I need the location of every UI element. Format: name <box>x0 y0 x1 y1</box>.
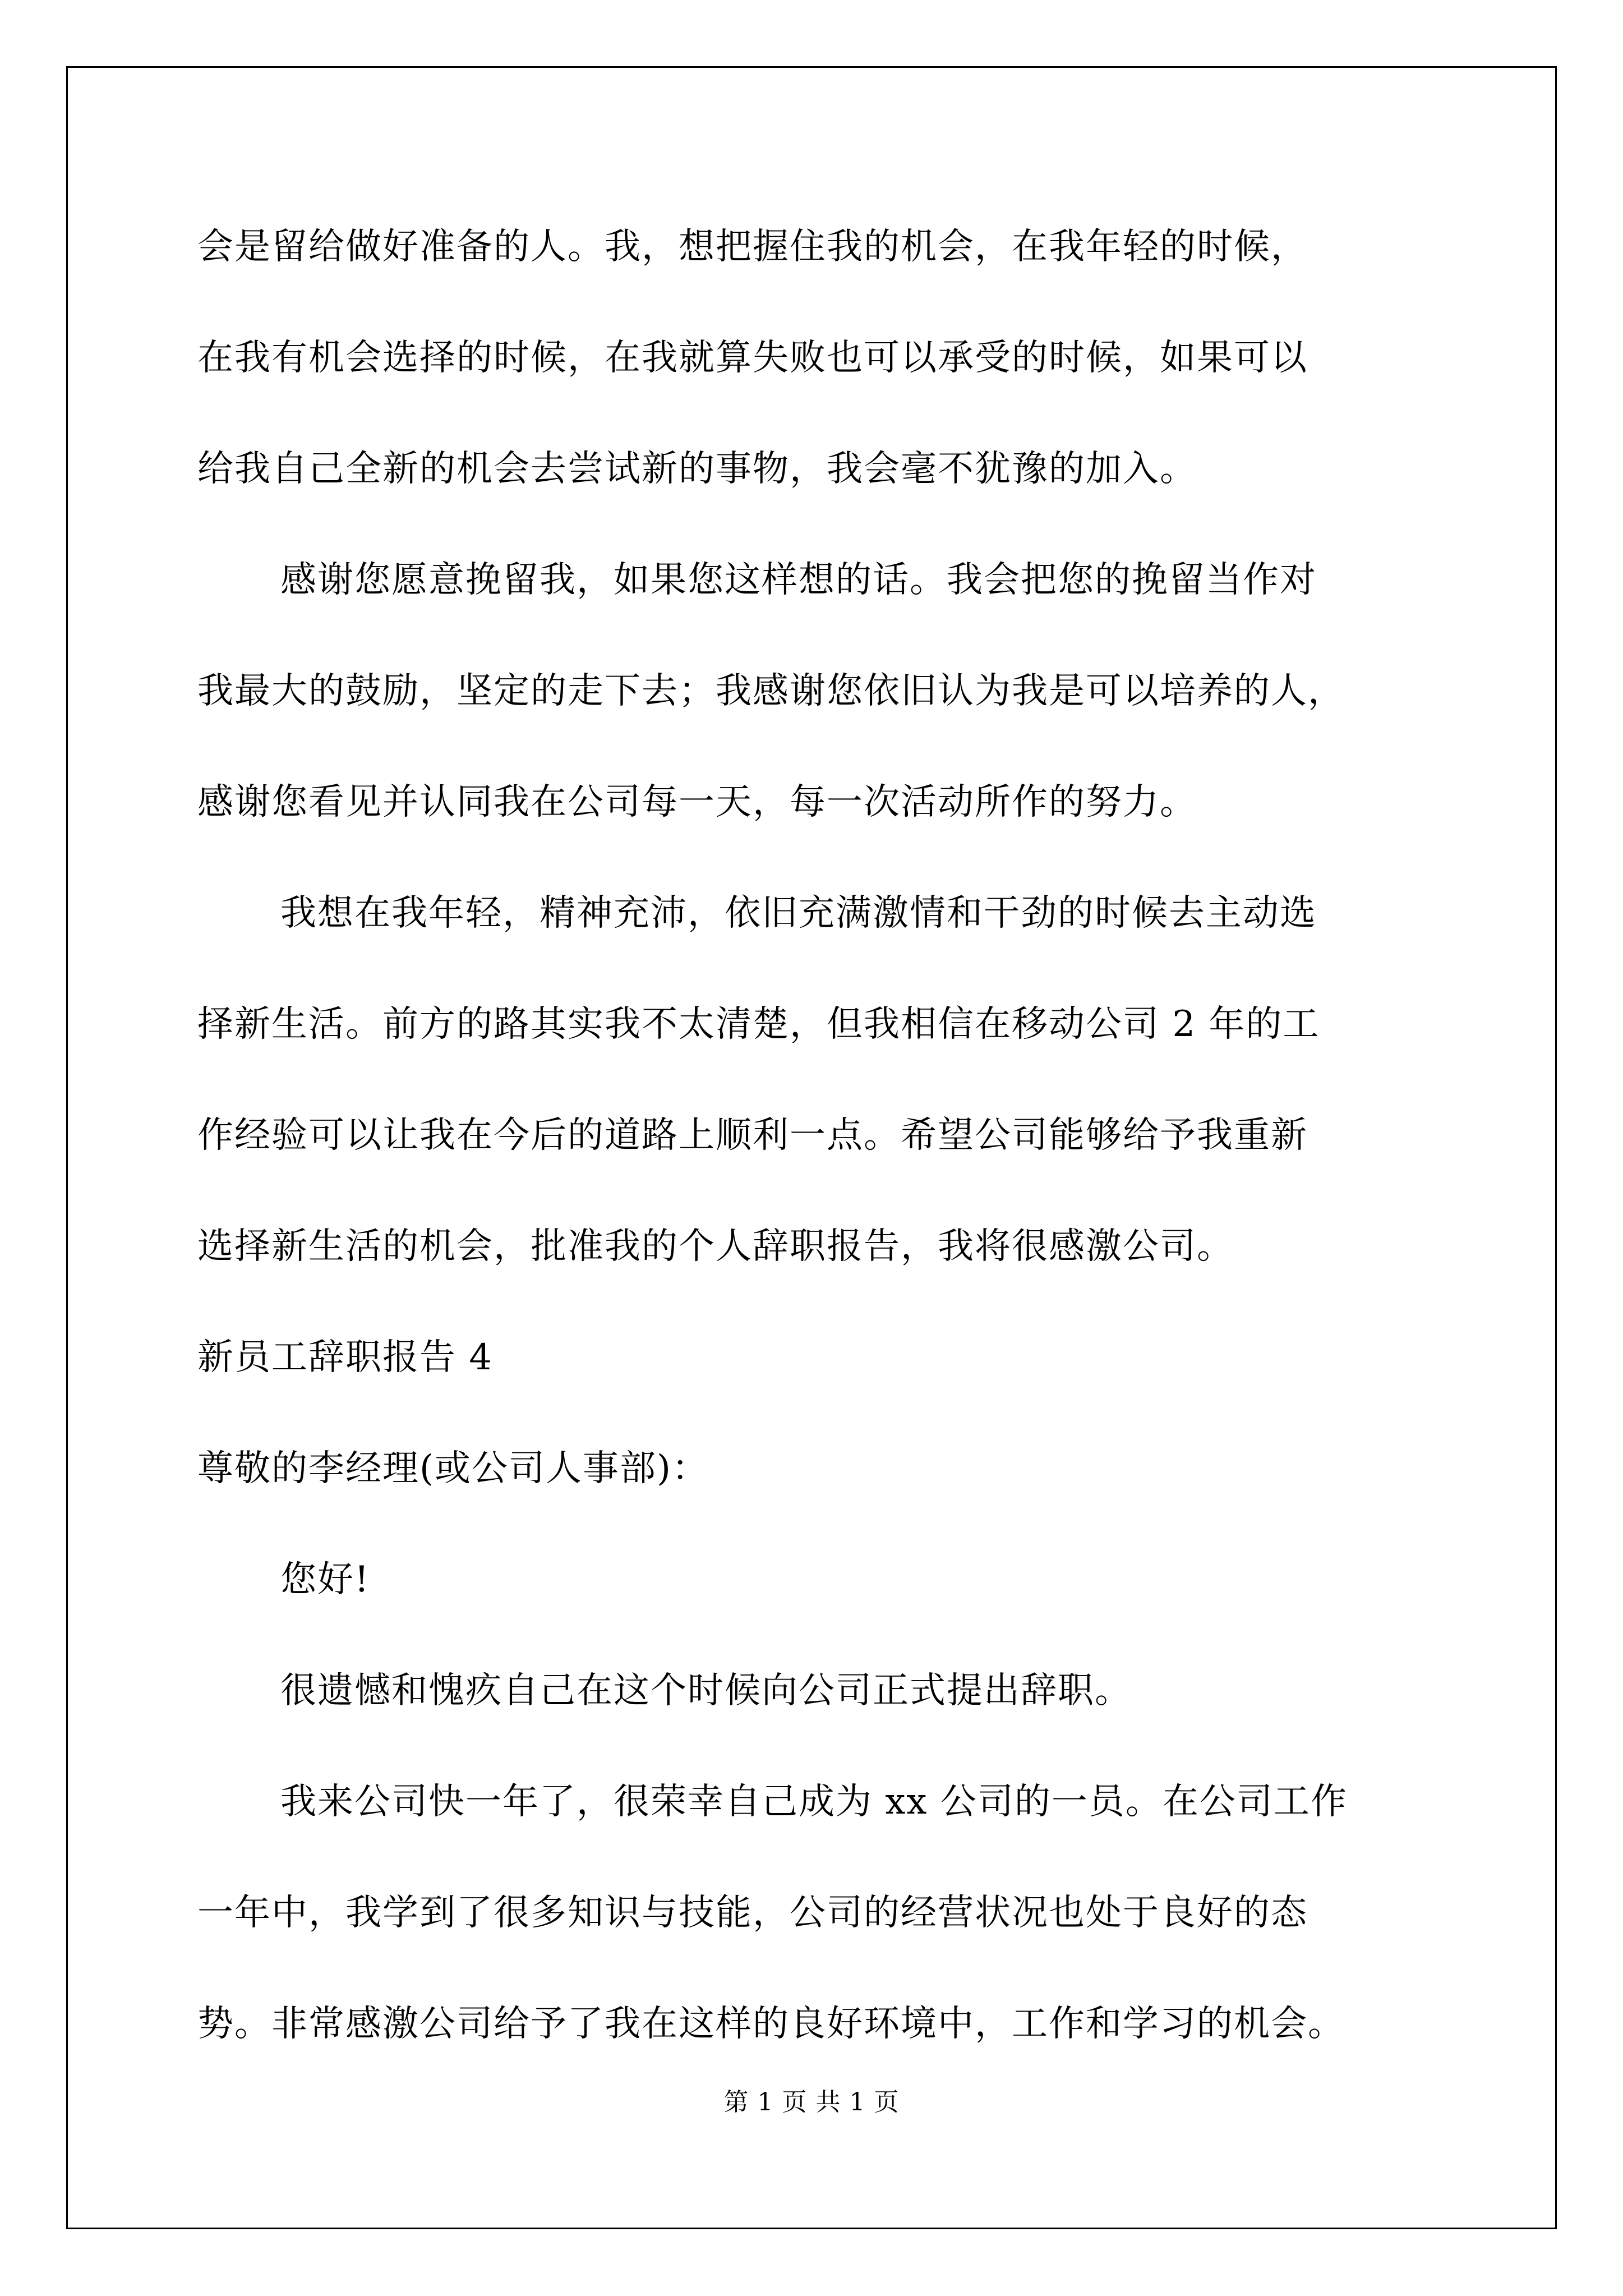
text-line: 我想在我年轻，精神充沛，依旧充满激情和干劲的时候去主动选 <box>280 892 1317 934</box>
salutation: 尊敬的李经理(或公司人事部)： <box>197 1448 709 1489</box>
text-line: 择新生活。前方的路其实我不太清楚，但我相信在移动公司 2 年的工 <box>197 1004 1320 1045</box>
text-line: 作经验可以让我在今后的道路上顺利一点。希望公司能够给予我重新 <box>197 1115 1308 1156</box>
text-line: 一年中，我学到了很多知识与技能，公司的经营状况也处于良好的态 <box>197 1892 1308 1934</box>
text-line: 我最大的鼓励，坚定的走下去；我感谢您依旧认为我是可以培养的人， <box>197 670 1345 712</box>
text-line: 我来公司快一年了，很荣幸自己成为 xx 公司的一员。在公司工作 <box>280 1781 1348 1823</box>
greeting: 您好! <box>280 1559 370 1600</box>
text-line: 在我有机会选择的时候，在我就算失败也可以承受的时候，如果可以 <box>197 337 1308 379</box>
text-line: 感谢您愿意挽留我，如果您这样想的话。我会把您的挽留当作对 <box>280 559 1317 601</box>
text-line: 感谢您看见并认同我在公司每一天，每一次活动所作的努力。 <box>197 781 1197 823</box>
text-line: 给我自己全新的机会去尝试新的事物，我会毫不犹豫的加入。 <box>197 448 1197 490</box>
page-footer: 第 1 页 共 1 页 <box>723 2088 900 2116</box>
section-heading: 新员工辞职报告 4 <box>197 1337 494 1378</box>
text-line: 很遗憾和愧疚自己在这个时候向公司正式提出辞职。 <box>280 1670 1132 1711</box>
text-line: 会是留给做好准备的人。我，想把握住我的机会，在我年轻的时候， <box>197 226 1308 268</box>
text-line: 势。非常感激公司给予了我在这样的良好环境中，工作和学习的机会。 <box>197 2003 1345 2045</box>
text-line: 选择新生活的机会，批准我的个人辞职报告，我将很感激公司。 <box>197 1226 1234 1267</box>
